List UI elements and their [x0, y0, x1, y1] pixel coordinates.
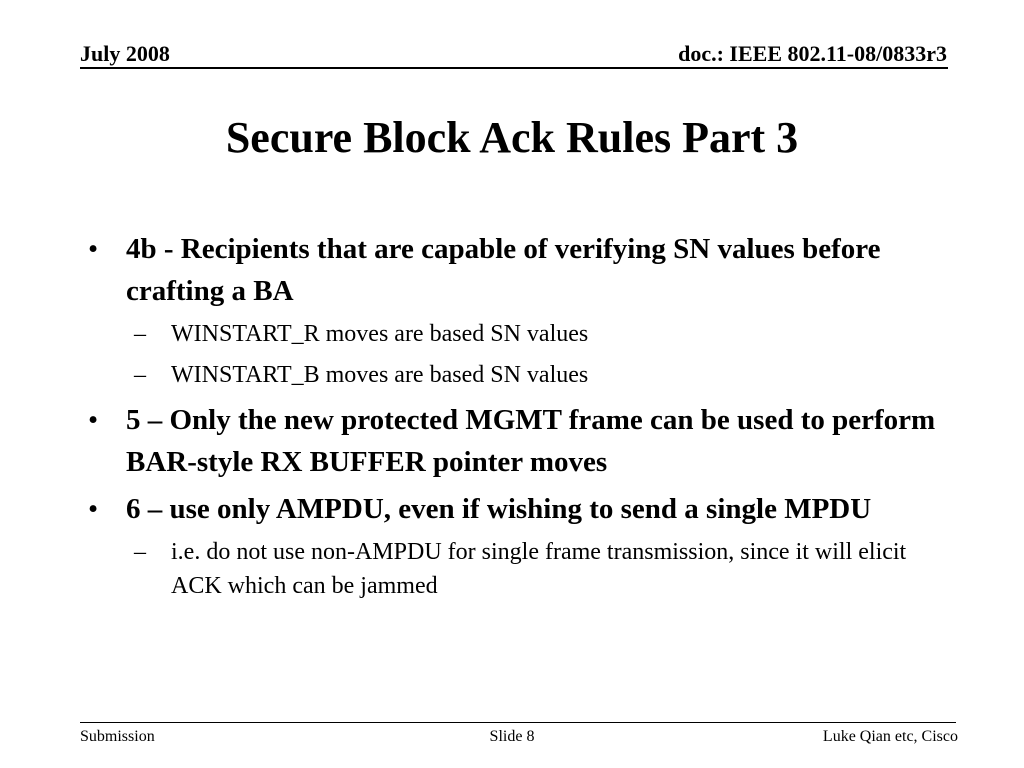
sub-bullet-item: [88, 317, 948, 351]
footer-submission: Submission: [80, 728, 155, 745]
sub-bullet-marker: –: [134, 362, 146, 388]
sub-bullet-text: WINSTART_R moves are based SN values: [171, 321, 589, 347]
bullet-marker: •: [88, 493, 99, 525]
header-doc-id: doc.: IEEE 802.11-08/0833r3: [678, 41, 947, 66]
bullet-item: [88, 399, 948, 483]
sub-bullet-item: [88, 535, 948, 603]
footer-slide-number: Slide 8: [489, 728, 535, 745]
sub-bullet-text: WINSTART_B moves are based SN values: [171, 362, 589, 388]
slide-title: Secure Block Ack Rules Part 3: [225, 113, 799, 162]
header-date: July 2008: [80, 41, 170, 66]
sub-bullet-item: [88, 358, 948, 392]
sub-bullet-marker: –: [134, 321, 146, 347]
header-divider: [80, 67, 948, 69]
sub-bullet-marker: –: [134, 539, 146, 565]
bullet-text: 5 – Only the new protected MGMT frame can be used to perform BAR-style RX BUFFER pointer moves: [126, 404, 936, 478]
footer-divider: [80, 722, 956, 723]
bullet-item: [88, 228, 948, 312]
slide-body: [88, 228, 948, 610]
bullet-text: 4b - Recipients that are capable of verifying SN values before crafting a BA: [126, 233, 881, 307]
sub-bullet-text: i.e. do not use non-AMPDU for single frame transmission, since it will elicit ACK which can be jammed: [171, 539, 907, 599]
bullet-text: 6 – use only AMPDU, even if wishing to send a single MPDU: [126, 493, 872, 525]
bullet-marker: •: [88, 233, 99, 265]
bullet-marker: •: [88, 404, 99, 436]
bullet-item: [88, 488, 948, 530]
footer-author: Luke Qian etc, Cisco: [822, 728, 958, 745]
